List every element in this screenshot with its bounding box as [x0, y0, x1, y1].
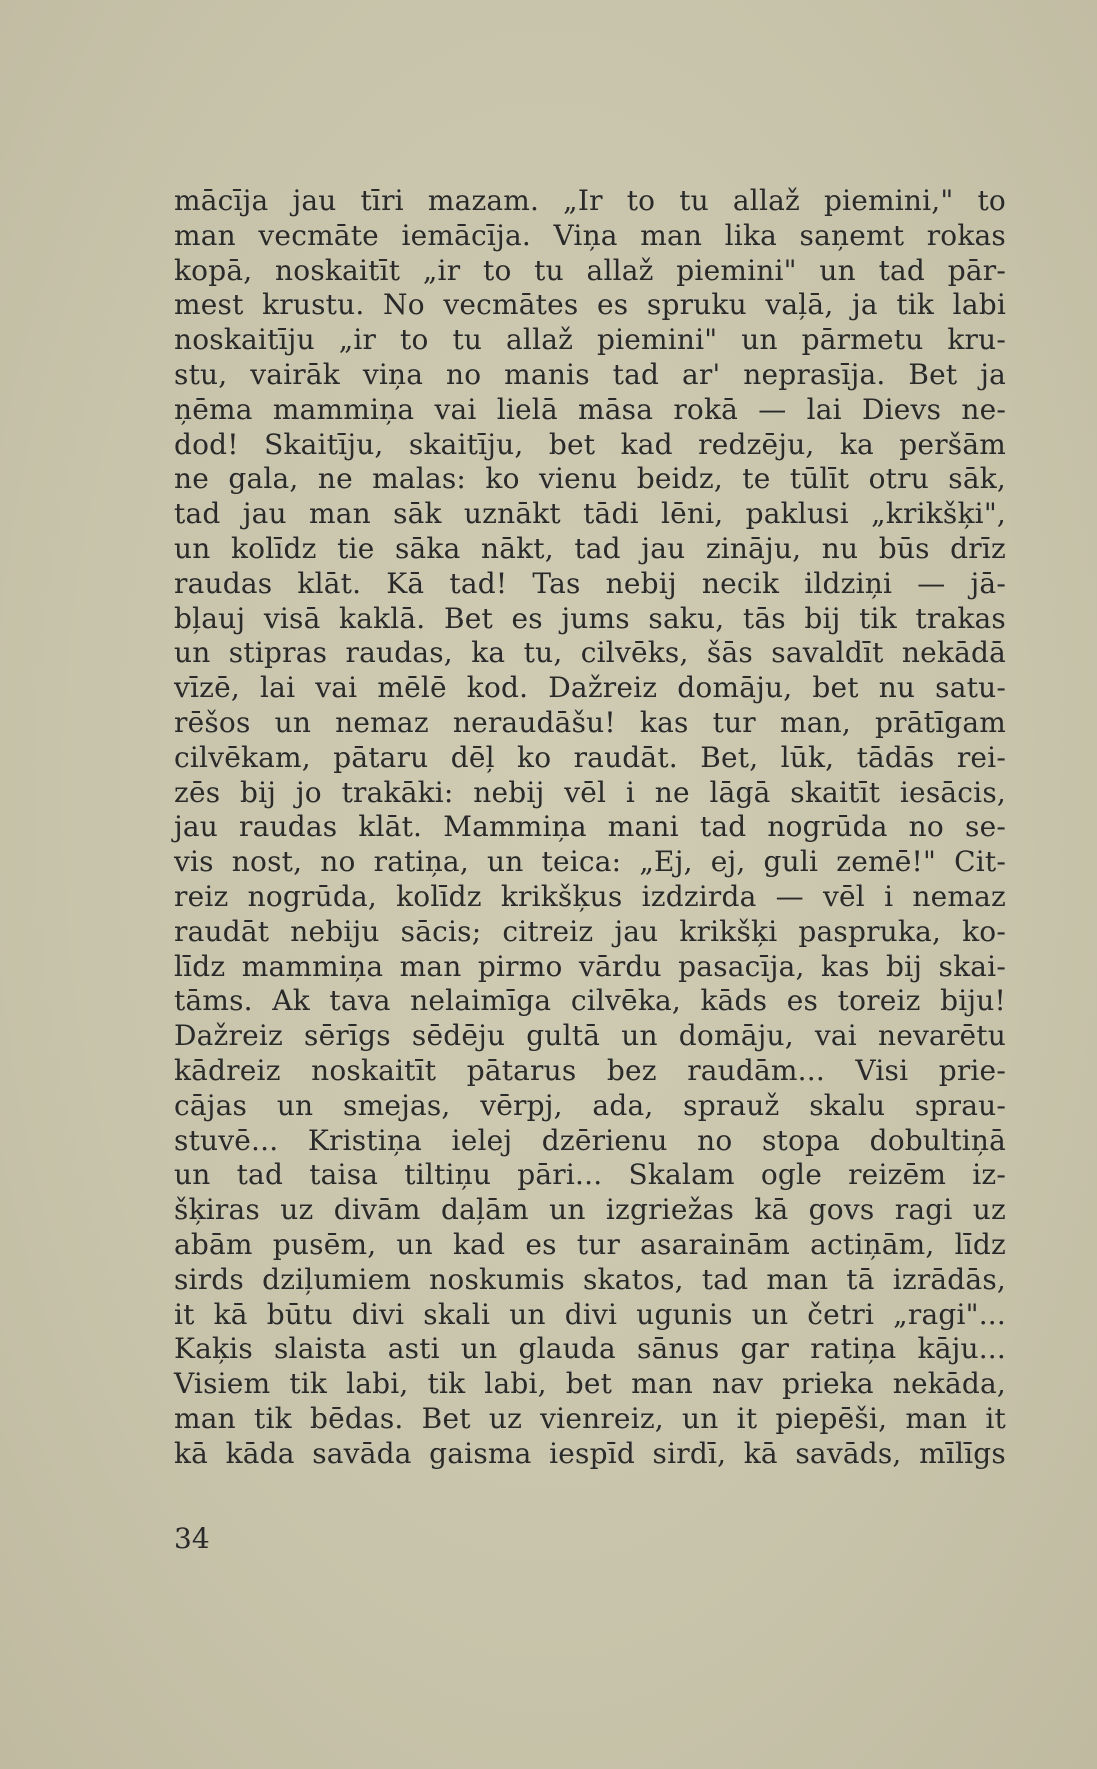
text-line: cājas un smejas, vērpj, ada, sprauž skalu sprau-	[174, 1088, 1006, 1122]
text-line: zēs bij jo trakāki: nebij vēl i ne lāgā skaitīt iesācis,	[174, 775, 1006, 809]
text-line: tad jau man sāk uznākt tādi lēni, paklusi „krikšķi",	[174, 497, 1006, 531]
text-line: ne gala, ne malas: ko vienu beidz, te tūlīt otru sāk,	[174, 462, 1006, 496]
text-line: vis nost, no ratiņa, un teica: „Ej, ej, guli zemē!" Cit-	[174, 845, 1006, 879]
text-line: it kā būtu divi skali un divi ugunis un četri „ragi"...	[174, 1297, 1006, 1331]
text-line: šķiras uz divām daļām un izgriežas kā govs ragi uz	[174, 1193, 1006, 1227]
text-line: bļauj visā kaklā. Bet es jums saku, tās bij tik trakas	[174, 601, 1006, 635]
text-line: jau raudas klāt. Mammiņa mani tad nogrūda no se-	[174, 810, 1006, 844]
text-line: un kolīdz tie sāka nākt, tad jau zināju, nu būs drīz	[174, 531, 1006, 565]
text-line: reiz nogrūda, kolīdz krikšķus izdzirda — vēl i nemaz	[174, 879, 1006, 913]
text-line: stuvē... Kristiņa ielej dzērienu no stopa dobultiņā	[174, 1123, 1006, 1157]
text-line: raudāt nebiju sācis; citreiz jau krikšķi paspruka, ko-	[174, 914, 1006, 948]
text-line: vīzē, lai vai mēlē kod. Dažreiz domāju, bet nu satu-	[174, 671, 1006, 705]
body-text	[174, 184, 1006, 1471]
text-line: ņēma mammiņa vai lielā māsa rokā — lai Dievs ne-	[174, 392, 1006, 426]
text-line: tāms. Ak tava nelaimīga cilvēka, kāds es toreiz biju!	[174, 984, 1006, 1018]
text-line: līdz mammiņa man pirmo vārdu pasacīja, kas bij skai-	[174, 949, 1006, 983]
text-line: mācīja jau tīri mazam. „Ir to tu allaž piemini," to	[174, 184, 1006, 217]
text-line: stu, vairāk viņa no manis tad ar' neprasīja. Bet ja	[174, 357, 1006, 391]
text-line: rēšos un nemaz neraudāšu! kas tur man, prātīgam	[174, 705, 1006, 739]
page-number: 34	[174, 1522, 210, 1555]
text-line: Kaķis slaista asti un glauda sānus gar ratiņa kāju...	[174, 1332, 1006, 1366]
text-line: cilvēkam, pātaru dēļ ko raudāt. Bet, lūk, tādās rei-	[174, 740, 1006, 774]
text-line: Dažreiz sērīgs sēdēju gultā un domāju, vai nevarētu	[174, 1019, 1006, 1053]
text-line: dod! Skaitīju, skaitīju, bet kad redzēju, ka peršām	[174, 427, 1006, 461]
text-line: man vecmāte iemācīja. Viņa man lika saņemt rokas	[174, 218, 1006, 252]
text-line: sirds dziļumiem noskumis skatos, tad man tā izrādās,	[174, 1262, 1006, 1296]
text-line: abām pusēm, un kad es tur asarainām actiņām, līdz	[174, 1227, 1006, 1261]
text-line: un stipras raudas, ka tu, cilvēks, šās savaldīt nekādā	[174, 636, 1006, 670]
text-line: un tad taisa tiltiņu pāri... Skalam ogle reizēm iz-	[174, 1158, 1006, 1192]
text-line: noskaitīju „ir to tu allaž piemini" un pārmetu kru-	[174, 323, 1006, 357]
text-line: kopā, noskaitīt „ir to tu allaž piemini" un tad pār-	[174, 253, 1006, 287]
text-line: raudas klāt. Kā tad! Tas nebij necik ildziņi — jā-	[174, 566, 1006, 600]
text-line: kādreiz noskaitīt pātarus bez raudām... Visi prie-	[174, 1053, 1006, 1087]
text-line: Visiem tik labi, tik labi, bet man nav prieka nekāda,	[174, 1367, 1006, 1401]
text-line: mest krustu. No vecmātes es spruku vaļā, ja tik labi	[174, 288, 1006, 322]
text-line: kā kāda savāda gaisma iespīd sirdī, kā savāds, mīlīgs	[174, 1436, 1006, 1470]
text-line: man tik bēdas. Bet uz vienreiz, un it piepēši, man it	[174, 1401, 1006, 1435]
